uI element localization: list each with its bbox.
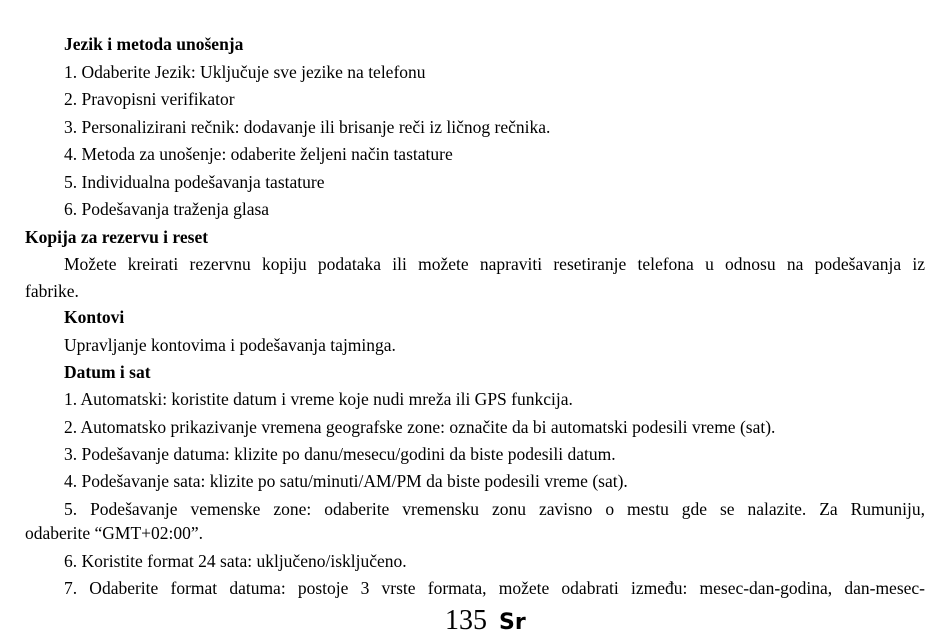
- list-item: 6. Podešavanja traženja glasa: [64, 199, 270, 219]
- section-heading-language: Jezik i metoda unošenja: [64, 34, 244, 54]
- list-item: 3. Personalizirani rečnik: dodavanje ili brisanje reči iz ličnog rečnika.: [64, 117, 551, 137]
- list-item: 7. Odaberite format datuma: postoje 3 vrste formata, možete odabrati između: mesec-dan-godina, dan-mesec-: [64, 578, 925, 598]
- paragraph-line: fabrike.: [25, 281, 79, 301]
- section-heading-accounts: Kontovi: [64, 307, 125, 327]
- paragraph-line: Možete kreirati rezervnu kopiju podataka ili možete napraviti resetiranje telefona u odnosu na podešavanja iz: [64, 254, 925, 274]
- list-item: 5. Podešavanje vemenske zone: odaberite vremensku zonu zavisno o mestu gde se nalazite. Za Rumuniju,: [64, 499, 925, 519]
- list-item: 3. Podešavanje datuma: klizite po danu/mesecu/godini da biste podesili datum.: [64, 444, 616, 464]
- list-item: 2. Automatsko prikazivanje vremena geografske zone: označite da bi automatski podesili vreme (sat).: [64, 417, 776, 437]
- list-item: 1. Odaberite Jezik: Uključuje sve jezike na telefonu: [64, 62, 426, 82]
- section-heading-backup: Kopija za rezervu i reset: [25, 227, 209, 247]
- paragraph-line: Upravljanje kontovima i podešavanja tajminga.: [64, 335, 396, 355]
- list-item: 6. Koristite format 24 sata: uključeno/isključeno.: [64, 551, 407, 571]
- list-item: 4. Podešavanje sata: klizite po satu/minuti/AM/PM da biste podesili vreme (sat).: [64, 471, 628, 491]
- list-item: 1. Automatski: koristite datum i vreme koje nudi mreža ili GPS funkcija.: [64, 389, 573, 409]
- page-footer: [445, 604, 526, 638]
- section-heading-datetime: Datum i sat: [64, 362, 151, 382]
- list-item: 5. Individualna podešavanja tastature: [64, 172, 325, 192]
- list-item: 2. Pravopisni verifikator: [64, 89, 235, 109]
- list-item-continuation: odaberite “GMT+02:00”.: [25, 523, 204, 543]
- language-code: Sr: [499, 610, 526, 635]
- page-number: 135: [445, 605, 487, 636]
- list-item: 4. Metoda za unošenje: odaberite željeni način tastature: [64, 144, 453, 164]
